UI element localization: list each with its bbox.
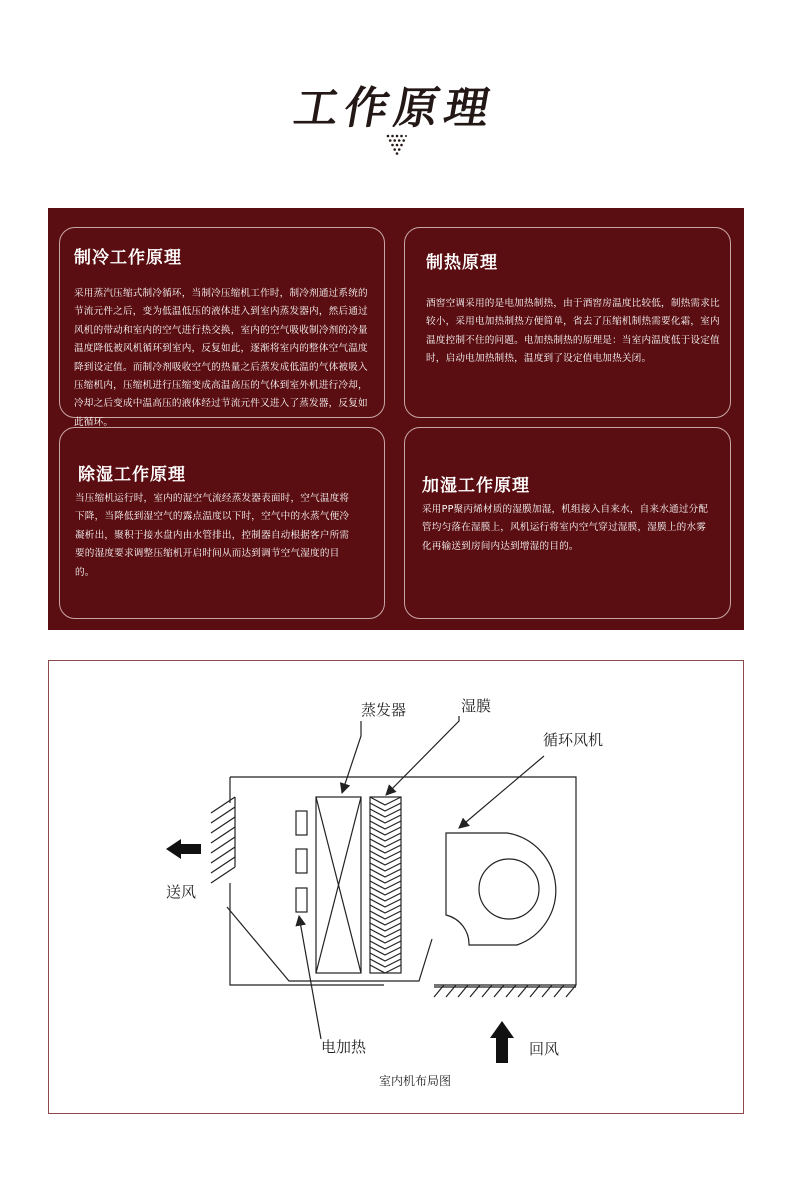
evaporator-label: 蒸发器 bbox=[361, 701, 407, 719]
dehumidify-card bbox=[59, 427, 385, 619]
diagram-caption: 室内机布局图 bbox=[379, 1074, 452, 1088]
return-arrow-icon bbox=[490, 1021, 514, 1063]
fan-label: 循环风机 bbox=[543, 731, 604, 749]
cooling-title: 制冷工作原理 bbox=[74, 248, 182, 268]
heater-leader bbox=[299, 916, 321, 1039]
heating-card bbox=[404, 227, 731, 418]
housing-outline bbox=[230, 777, 576, 985]
supply-louvers bbox=[211, 797, 235, 883]
principles-panel bbox=[48, 208, 744, 630]
indoor-unit-diagram bbox=[49, 661, 743, 1113]
heating-title: 制热原理 bbox=[426, 253, 498, 273]
wet-film-label: 湿膜 bbox=[461, 697, 492, 715]
evaporator-leader bbox=[342, 721, 361, 793]
wet-film-pattern bbox=[370, 797, 401, 973]
cooling-text: 采用蒸汽压缩式制冷循环，当制冷压缩机工作时，制冷剂通过系统的节流元件之后，变为低温低压的液体进入到室内蒸发器内，然后通过风机的带动和室内的空气进行热交换，室内的空气吸收制冷剂的冷量温度降低被风机循环到室内，反复如此，逐渐将室内的整体空气温度降到设定值。而制冷剂吸收空气的热量之后蒸发成低温的气体被吸入压缩机内，压缩机进行压缩变成高温高压的气体到室外机进行冷却，冷却之后变成中温高压的液体经过节流元件又进入了蒸发器，反复如此循环。 bbox=[74, 288, 368, 428]
return-louvers bbox=[434, 985, 576, 997]
wet-film-leader bbox=[386, 716, 459, 795]
heater-element-2 bbox=[296, 849, 307, 873]
heater-element-1 bbox=[296, 811, 307, 835]
supply-air-label: 送风 bbox=[166, 883, 197, 901]
fan-leader bbox=[459, 756, 544, 828]
return-air-label: 回风 bbox=[529, 1040, 560, 1058]
supply-arrow-icon bbox=[166, 839, 201, 859]
layout-diagram-frame bbox=[48, 660, 744, 1114]
humidify-text: 采用PP聚丙烯材质的湿膜加湿，机组接入自来水，自来水通过分配管均匀落在湿膜上，风机运行将室内空气穿过湿膜，湿膜上的水雾化再输送到房间内达到增湿的目的。 bbox=[422, 504, 709, 552]
dehumidify-title: 除湿工作原理 bbox=[78, 465, 186, 485]
fan-impeller bbox=[479, 859, 539, 919]
cooling-card bbox=[59, 227, 385, 428]
humidify-card bbox=[404, 427, 731, 619]
heating-text: 酒窖空调采用的是电加热制热，由于酒窖房温度比较低，制热需求比较小，采用电加热制热方便简单，省去了压缩机制热需要化霜，室内温度控制不住的问题。电加热制热的原理是：当室内温度低于设定值时，启动电加热制热，温度到了设定值电加热关闭。 bbox=[426, 298, 720, 365]
heater-label: 电加热 bbox=[321, 1038, 367, 1056]
page-title: 工作原理 bbox=[290, 83, 500, 134]
triangle-dots-icon bbox=[385, 133, 407, 155]
heater-element-3 bbox=[296, 888, 307, 912]
dehumidify-text: 当压缩机运行时，室内的湿空气流经蒸发器表面时，空气温度将下降，当降低到湿空气的露点温度以下时，空气中的水蒸气便冷凝析出，聚积于接水盘内由水管排出，控制器自动根据客户所需要的湿度要求调整压缩机开启时间从而达到调节空气湿度的目的。 bbox=[75, 493, 350, 578]
humidify-title: 加湿工作原理 bbox=[422, 476, 530, 496]
